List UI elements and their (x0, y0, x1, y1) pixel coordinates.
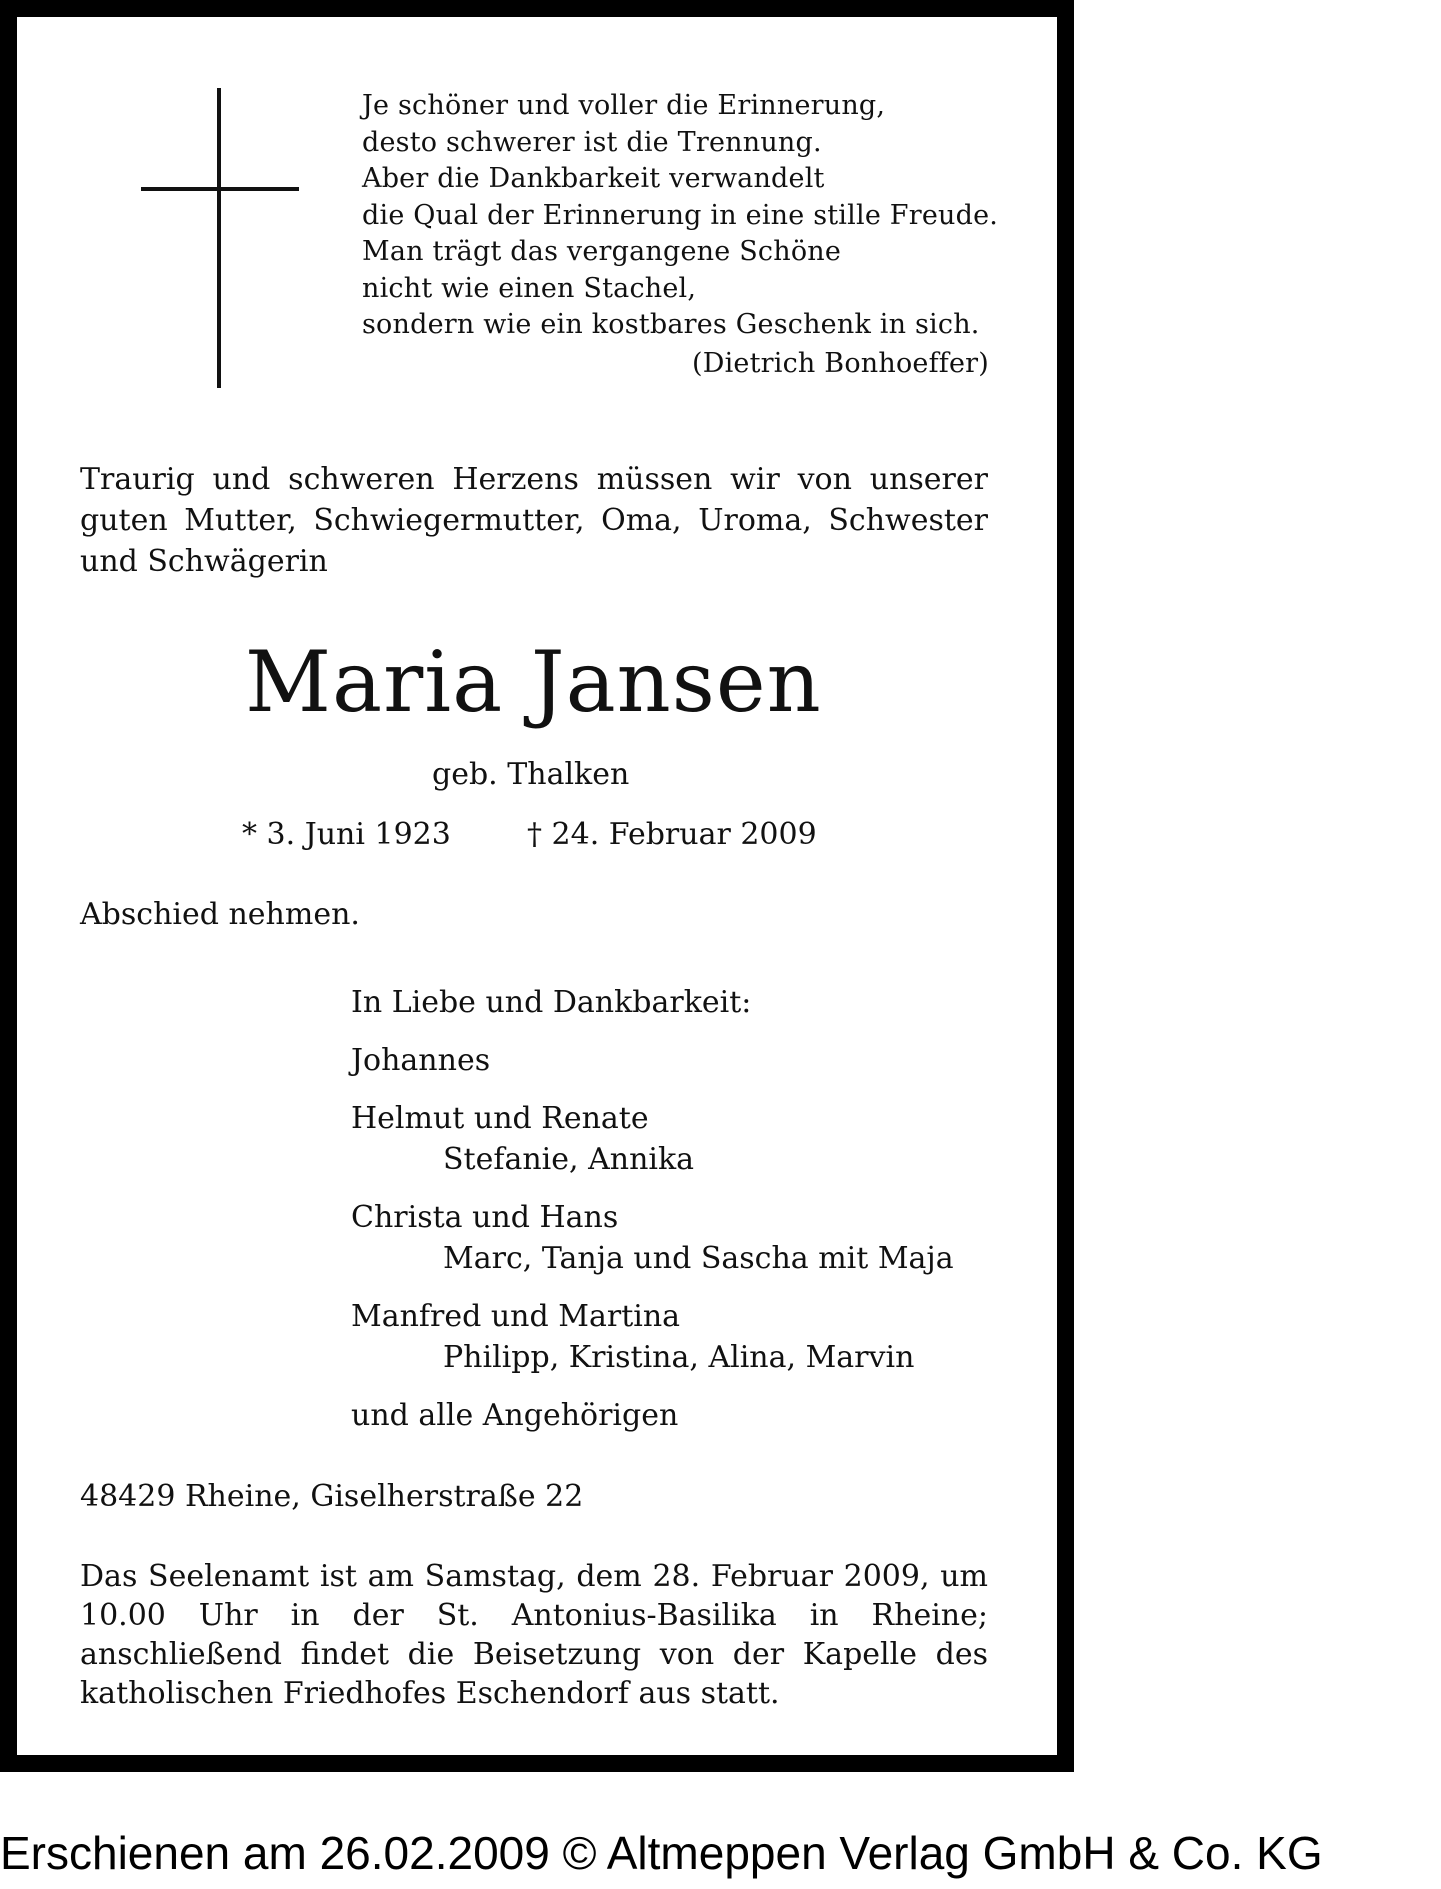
intro-line: Traurig und schweren Herzens müssen wir von unserer (80, 462, 988, 497)
cross-vertical-bar (217, 88, 221, 388)
poem-line: Man trägt das vergangene Schöne (362, 236, 842, 267)
farewell-text: Abschied nehmen. (80, 897, 360, 932)
obituary-card (17, 17, 1057, 1755)
poem-line: desto schwerer ist die Trennung. (362, 126, 822, 158)
family-signatures (351, 982, 1051, 1453)
intro-text (80, 459, 988, 582)
service-line: Das Seelenamt ist am Samstag, dem 28. Februar 2009, um (80, 1559, 988, 1594)
family-heading: In Liebe und Dankbarkeit: (351, 985, 752, 1020)
birth-date: * 3. Juni 1923 (242, 817, 451, 852)
family-sub: Marc, Tanja und Sascha mit Maja (443, 1241, 954, 1276)
poem-line: die Qual der Erinnerung in eine stille Freude. (362, 199, 999, 231)
family-main: Christa und Hans (351, 1200, 619, 1235)
intro-line: und Schwägerin (80, 544, 328, 579)
family-main: und alle Angehörigen (351, 1398, 679, 1433)
publication-footer: Erschienen am 26.02.2009 © Altmeppen Verlag GmbH & Co. KG (0, 1827, 1323, 1879)
death-date: † 24. Februar 2009 (527, 817, 817, 852)
family-group (351, 1296, 1051, 1378)
family-sub: Philipp, Kristina, Alina, Marvin (443, 1340, 915, 1375)
family-main: Johannes (351, 1043, 491, 1078)
intro-line: guten Mutter, Schwiegermutter, Oma, Uroma, Schwester (80, 503, 988, 538)
birth-name: geb. Thalken (432, 757, 630, 792)
service-line: 10.00 Uhr in der St. Antonius-Basilika in Rheine; (80, 1598, 988, 1633)
family-group (351, 1395, 1051, 1436)
life-dates (242, 817, 817, 852)
poem-quote (362, 88, 1012, 382)
family-group (351, 1197, 1051, 1279)
poem-line: sondern wie ein kostbares Geschenk in sich. (362, 309, 980, 340)
family-sub: Stefanie, Annika (443, 1142, 695, 1177)
family-main: Helmut und Renate (351, 1101, 649, 1136)
service-line: katholischen Friedhofes Eschendorf aus statt. (80, 1676, 780, 1711)
family-group (351, 1040, 1051, 1081)
poem-line: nicht wie einen Stachel, (362, 272, 697, 304)
family-main: Manfred und Martina (351, 1299, 681, 1334)
deceased-name: Maria Jansen (245, 633, 822, 731)
service-line: anschließend findet die Beisetzung von der Kapelle des (80, 1637, 988, 1672)
address: 48429 Rheine, Giselherstraße 22 (80, 1479, 584, 1514)
poem-author: (Dietrich Bonhoeffer) (692, 347, 989, 379)
family-group (351, 1098, 1051, 1180)
poem-line: Je schöner und voller die Erinnerung, (362, 90, 886, 121)
cross-horizontal-bar (141, 187, 299, 191)
service-info (80, 1557, 988, 1713)
poem-line: Aber die Dankbarkeit verwandelt (362, 163, 825, 194)
